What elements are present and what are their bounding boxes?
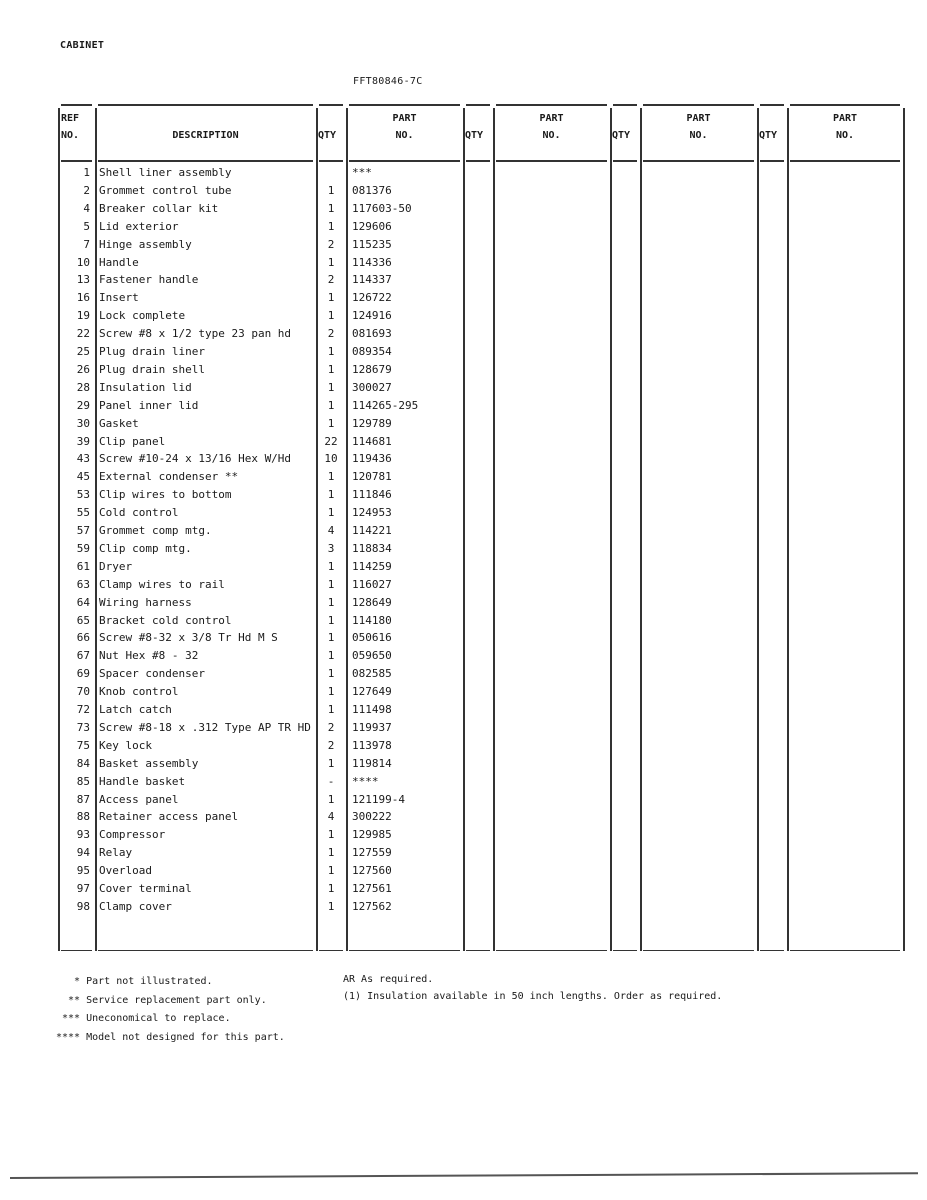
table-bottom-rule	[790, 950, 900, 952]
table-row	[0, 755, 927, 773]
ref-cell: 59	[76, 541, 90, 555]
description-cell: Cover terminal	[99, 882, 192, 895]
description-cell: Clamp cover	[99, 899, 172, 913]
part-number-cell: 114681	[352, 434, 392, 448]
description-cell: Cold control	[99, 506, 179, 520]
description-cell: Grommet comp mtg.	[99, 524, 212, 537]
part-number-cell: 129606	[352, 219, 392, 233]
description-cell: Hinge assembly	[99, 237, 192, 251]
ref-cell: 73	[76, 720, 90, 734]
table-row	[0, 361, 927, 379]
description-cell: Knob control	[99, 685, 179, 699]
ref-cell: 64	[76, 595, 90, 609]
description-cell: Handle basket	[99, 774, 186, 788]
table-row	[0, 289, 927, 307]
table-row	[0, 683, 927, 701]
description-cell: Clip wires to bottom	[99, 488, 232, 502]
table-row	[0, 808, 927, 826]
qty-cell: 1	[327, 649, 335, 663]
part-number-cell: 081376	[352, 183, 392, 197]
part-number-cell: 114221	[352, 524, 392, 537]
table-bottom-rule	[496, 950, 607, 952]
ref-cell: 19	[76, 309, 90, 323]
ref-cell: 87	[76, 792, 90, 806]
qty-cell: 2	[327, 720, 335, 734]
table-top-rule	[790, 104, 900, 106]
part-number-cell: 119814	[352, 756, 392, 770]
qty-cell: 22	[324, 434, 338, 448]
table-top-rule	[61, 104, 92, 106]
table-row	[0, 719, 927, 737]
ref-cell: 28	[76, 380, 90, 394]
part-number-cell: 127559	[352, 846, 392, 860]
table-row	[0, 486, 927, 504]
qty-cell: 1	[327, 470, 335, 484]
table-row	[0, 397, 927, 415]
qty-cell: 1	[327, 219, 335, 233]
part-number-cell: 127561	[352, 882, 392, 895]
footnote: ** Service replacement part only.	[56, 994, 267, 1006]
ref-cell: 98	[76, 899, 90, 913]
table-row	[0, 450, 927, 468]
ref-cell: 65	[76, 613, 90, 627]
part-no-header-line1: PART	[686, 113, 711, 124]
qty-cell: 1	[327, 667, 335, 681]
table-row	[0, 629, 927, 647]
qty-cell: 1	[327, 631, 335, 645]
ref-cell: 53	[76, 488, 90, 502]
part-number-cell: 119436	[352, 452, 392, 466]
table-top-rule	[496, 104, 607, 106]
qty-cell: 2	[327, 237, 335, 251]
table-row	[0, 307, 927, 325]
part-number-cell: 128679	[352, 362, 392, 376]
table-row	[0, 773, 927, 791]
part-number-cell: 114180	[352, 613, 392, 627]
footnote: **** Model not designed for this part.	[56, 1031, 285, 1043]
part-number-cell: 119937	[352, 720, 392, 734]
footnote: * Part not illustrated.	[56, 976, 213, 987]
ref-cell: 2	[83, 183, 90, 197]
qty-cell: 1	[327, 416, 335, 430]
ref-cell: 93	[76, 828, 90, 842]
part-number-cell: 126722	[352, 291, 392, 305]
table-row	[0, 522, 927, 540]
part-no-header-line2: NO.	[395, 130, 414, 141]
qty-cell: 1	[327, 255, 335, 269]
qty-cell: 1	[327, 846, 335, 860]
qty-cell: 1	[327, 488, 335, 502]
table-bottom-rule	[643, 950, 754, 952]
table-header-rule	[319, 160, 343, 162]
table-row	[0, 343, 927, 361]
ref-cell: 70	[76, 685, 90, 699]
description-cell: Access panel	[99, 792, 179, 806]
description-cell: Wiring harness	[99, 595, 192, 609]
table-row	[0, 791, 927, 809]
description-cell: Grommet control tube	[99, 183, 232, 197]
table-top-rule	[319, 104, 343, 106]
model-number: FFT80846-7C	[353, 76, 423, 87]
description-cell: Panel inner lid	[99, 398, 199, 412]
qty-header: QTY	[465, 130, 484, 141]
table-bottom-rule	[61, 950, 92, 952]
description-cell: Breaker collar kit	[99, 201, 219, 215]
table-row	[0, 540, 927, 558]
part-no-header-line1: PART	[539, 113, 564, 124]
table-row	[0, 612, 927, 630]
part-number-cell: 050616	[352, 631, 392, 645]
footnote: AR As required.	[343, 974, 434, 985]
description-cell: Gasket	[99, 416, 139, 430]
ref-cell: 61	[76, 559, 90, 573]
ref-cell: 95	[76, 864, 90, 878]
table-row	[0, 826, 927, 844]
table-row	[0, 880, 927, 898]
ref-cell: 63	[76, 577, 90, 591]
description-cell: Clamp wires to rail	[99, 577, 225, 591]
ref-cell: 5	[83, 219, 90, 233]
part-number-cell: 118834	[352, 541, 392, 555]
footnote: *** Uneconomical to replace.	[56, 1013, 231, 1024]
table-header-rule	[496, 160, 607, 162]
part-number-cell: 111498	[352, 703, 392, 716]
table-top-rule	[98, 104, 313, 106]
qty-cell: 1	[327, 380, 335, 394]
description-cell: Nut Hex #8 - 32	[99, 649, 199, 663]
ref-cell: 45	[76, 470, 90, 484]
description-cell: Screw #8-32 x 3/8 Tr Hd M S	[99, 631, 278, 645]
description-cell: Lid exterior	[99, 219, 179, 233]
page-title: CABINET	[60, 40, 105, 51]
table-header-rule	[613, 160, 637, 162]
description-cell: Key lock	[99, 738, 152, 752]
table-top-rule	[349, 104, 460, 106]
ref-cell: 43	[76, 452, 90, 466]
ref-cell: 55	[76, 506, 90, 520]
ref-cell: 84	[76, 756, 90, 770]
qty-cell: 1	[327, 291, 335, 305]
description-cell: Clip comp mtg.	[99, 541, 192, 555]
table-row	[0, 236, 927, 254]
ref-cell: 4	[83, 201, 90, 215]
qty-cell: 1	[327, 577, 335, 591]
table-row	[0, 468, 927, 486]
table-row	[0, 844, 927, 862]
description-cell: Insert	[99, 291, 139, 305]
table-header-rule	[643, 160, 754, 162]
description-cell: Shell liner assembly	[99, 166, 232, 179]
table-top-rule	[613, 104, 637, 106]
qty-cell: 1	[327, 899, 335, 913]
qty-cell: 1	[327, 595, 335, 609]
ref-cell: 7	[83, 237, 90, 251]
description-cell: Retainer access panel	[99, 810, 239, 824]
table-top-rule	[760, 104, 784, 106]
table-row	[0, 576, 927, 594]
table-row	[0, 504, 927, 522]
ref-cell: 16	[76, 291, 90, 305]
table-row	[0, 254, 927, 272]
ref-cell: 94	[76, 846, 90, 860]
ref-cell: 25	[76, 345, 90, 358]
description-cell: Latch catch	[99, 703, 172, 716]
ref-cell: 97	[76, 882, 90, 895]
part-number-cell: 121199-4	[352, 792, 405, 806]
description-cell: Screw #10-24 x 13/16 Hex W/Hd	[99, 452, 292, 466]
qty-cell: 1	[327, 828, 335, 842]
description-cell: Lock complete	[99, 309, 186, 323]
part-number-cell: 114337	[352, 273, 392, 287]
description-cell: Insulation lid	[99, 380, 192, 394]
table-bottom-rule	[613, 950, 637, 952]
part-number-cell: 111846	[352, 488, 392, 502]
table-bottom-rule	[319, 950, 343, 952]
qty-cell: 4	[327, 524, 335, 537]
part-number-cell: 059650	[352, 649, 392, 663]
ref-header-line1: REF	[61, 113, 80, 124]
part-number-cell: 127560	[352, 864, 392, 878]
ref-cell: 69	[76, 667, 90, 681]
table-row	[0, 218, 927, 236]
part-number-cell: 300027	[352, 380, 392, 394]
part-number-cell: 120781	[352, 470, 392, 484]
part-no-header-line2: NO.	[689, 130, 708, 141]
qty-cell: 1	[327, 685, 335, 699]
table-bottom-rule	[349, 950, 460, 952]
description-cell: Plug drain shell	[99, 362, 205, 376]
ref-cell: 72	[76, 703, 90, 716]
qty-cell: 2	[327, 738, 335, 752]
qty-cell: 4	[327, 810, 335, 824]
table-row	[0, 271, 927, 289]
table-header-rule	[98, 160, 313, 162]
ref-cell: 75	[76, 738, 90, 752]
ref-header-line2: NO.	[61, 130, 80, 141]
ref-cell: 30	[76, 416, 90, 430]
part-number-cell: 116027	[352, 577, 392, 591]
part-number-cell: 129985	[352, 828, 392, 842]
part-number-cell: 114259	[352, 559, 392, 573]
table-row	[0, 737, 927, 755]
part-number-cell: 124916	[352, 309, 392, 323]
part-number-cell: 082585	[352, 667, 392, 681]
table-row	[0, 200, 927, 218]
qty-cell: 1	[327, 613, 335, 627]
table-row	[0, 325, 927, 343]
qty-cell: 1	[327, 345, 335, 358]
qty-cell: 2	[327, 273, 335, 287]
ref-cell: 66	[76, 631, 90, 645]
table-top-rule	[466, 104, 490, 106]
table-row	[0, 862, 927, 880]
table-row	[0, 182, 927, 200]
bottom-rule	[10, 1172, 918, 1179]
description-cell: Bracket cold control	[99, 613, 232, 627]
ref-cell: 57	[76, 524, 90, 537]
table-row	[0, 164, 927, 182]
description-cell: Screw #8-18 x .312 Type AP TR HD	[99, 720, 311, 734]
table-row	[0, 701, 927, 719]
qty-cell: 1	[327, 183, 335, 197]
description-cell: Spacer condenser	[99, 667, 205, 681]
table-bottom-rule	[760, 950, 784, 952]
description-cell: Handle	[99, 255, 139, 269]
part-number-cell: 124953	[352, 506, 392, 520]
ref-cell: 88	[76, 810, 90, 824]
table-row	[0, 379, 927, 397]
footnote: (1) Insulation available in 50 inch lengths. Order as required.	[343, 991, 723, 1002]
description-cell: Overload	[99, 864, 152, 878]
table-row	[0, 415, 927, 433]
part-no-header-line1: PART	[392, 113, 417, 124]
part-number-cell: ****	[352, 774, 379, 788]
table-header-rule	[790, 160, 900, 162]
table-bottom-rule	[466, 950, 490, 952]
description-cell: Dryer	[99, 559, 133, 573]
table-header-rule	[466, 160, 490, 162]
part-no-header-line2: NO.	[835, 130, 855, 141]
part-number-cell: ***	[352, 166, 372, 179]
qty-cell: 1	[327, 703, 335, 716]
qty-header: QTY	[612, 130, 631, 141]
part-number-cell: 127562	[352, 899, 392, 913]
part-number-cell: 114265-295	[352, 398, 419, 412]
description-cell: Compressor	[99, 828, 166, 842]
qty-cell: 1	[327, 506, 335, 520]
ref-cell: 26	[76, 362, 90, 376]
description-cell: Screw #8 x 1/2 type 23 pan hd	[99, 327, 292, 341]
qty-cell: 2	[327, 327, 335, 341]
ref-cell: 29	[76, 398, 90, 412]
ref-cell: 67	[76, 649, 90, 663]
qty-cell: 1	[327, 309, 335, 323]
qty-cell: -	[327, 774, 335, 788]
description-cell: Clip panel	[99, 434, 166, 448]
qty-cell: 1	[327, 362, 335, 376]
ref-cell: 10	[76, 255, 90, 269]
part-number-cell: 300222	[352, 810, 392, 824]
part-no-header-line2: NO.	[542, 130, 561, 141]
qty-header: QTY	[318, 130, 337, 141]
part-number-cell: 113978	[352, 738, 392, 752]
qty-cell: 3	[327, 541, 335, 555]
part-number-cell: 129789	[352, 416, 392, 430]
part-number-cell: 117603-50	[352, 201, 412, 215]
ref-cell: 85	[76, 774, 90, 788]
table-bottom-rule	[98, 950, 313, 952]
ref-cell: 1	[83, 166, 90, 179]
ref-cell: 22	[76, 327, 90, 341]
table-header-rule	[760, 160, 784, 162]
table-row	[0, 898, 927, 916]
ref-cell: 39	[76, 434, 90, 448]
qty-cell: 1	[327, 792, 335, 806]
table-header-rule	[61, 160, 92, 162]
qty-cell: 1	[327, 201, 335, 215]
ref-cell: 13	[76, 273, 90, 287]
table-row	[0, 594, 927, 612]
part-no-header-line1: PART	[832, 113, 858, 124]
table-header-rule	[349, 160, 460, 162]
qty-cell: 1	[327, 398, 335, 412]
table-top-rule	[643, 104, 754, 106]
qty-cell: 1	[327, 864, 335, 878]
part-number-cell: 089354	[352, 345, 392, 358]
part-number-cell: 128649	[352, 595, 392, 609]
qty-cell: 10	[324, 452, 338, 466]
part-number-cell: 114336	[352, 255, 392, 269]
description-cell: Plug drain liner	[99, 345, 205, 358]
qty-cell: 1	[327, 882, 335, 895]
qty-header: QTY	[759, 130, 778, 141]
table-row	[0, 558, 927, 576]
part-number-cell: 115235	[352, 237, 392, 251]
description-cell: External condenser **	[99, 470, 239, 484]
description-header: DESCRIPTION	[172, 130, 239, 141]
description-cell: Basket assembly	[99, 756, 199, 770]
table-row	[0, 647, 927, 665]
qty-cell: 1	[327, 559, 335, 573]
qty-cell: 1	[327, 756, 335, 770]
part-number-cell: 081693	[352, 327, 392, 341]
description-cell: Fastener handle	[99, 273, 199, 287]
part-number-cell: 127649	[352, 685, 392, 699]
table-row	[0, 433, 927, 451]
table-row	[0, 665, 927, 683]
description-cell: Relay	[99, 846, 133, 860]
